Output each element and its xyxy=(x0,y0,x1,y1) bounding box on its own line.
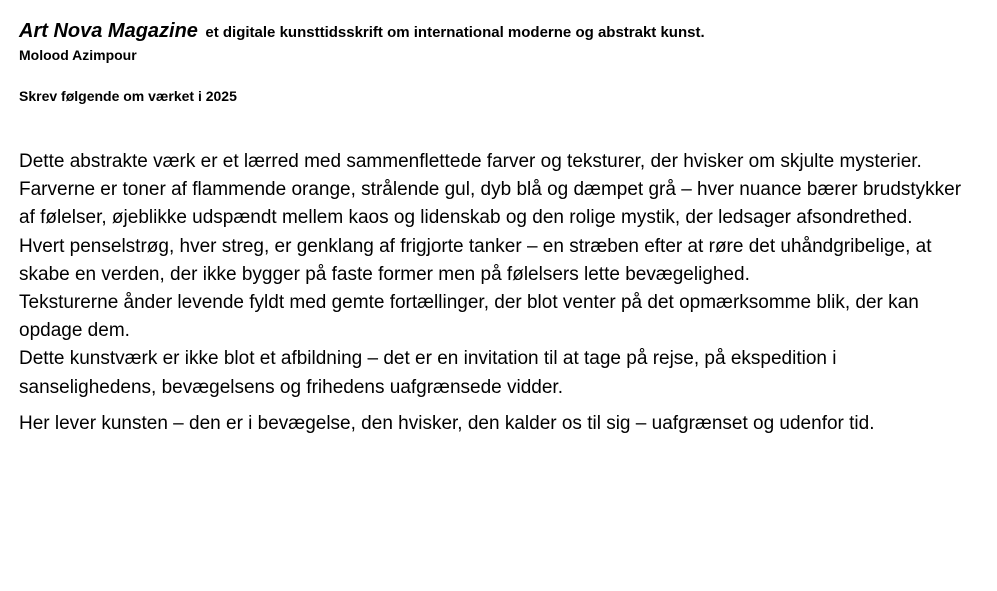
magazine-header xyxy=(19,18,979,46)
magazine-name: Art Nova Magazine xyxy=(19,20,198,42)
article xyxy=(19,18,979,438)
closing-line: Her lever kunsten – den er i bevægelse, den hvisker, den kalder os til sig – uafgrænset og udenfor tid. xyxy=(19,412,875,434)
body-paragraph: Hvert penselstrøg, hver streg, er genklang af frigjorte tanker – en stræben efter at røre det uhåndgribelige, at skabe en verden, der ikke bygger på faste former men på følelsers lette bevægelighed. xyxy=(19,235,932,285)
article-body xyxy=(19,148,979,402)
author-name: Molood Azimpour xyxy=(19,47,137,63)
body-paragraph: Farverne er toner af flammende orange, strålende gul, dyb blå og dæmpet grå – hver nuance bærer brudstykker af følelser, øjeblikke udspændt mellem kaos og lidenskab og den rolige mystik, der ledsager afsondrethed. xyxy=(19,179,962,229)
intro-line: Skrev følgende om værket i 2025 xyxy=(19,88,237,104)
body-paragraph: Dette abstrakte værk er et lærred med sammenflettede farver og teksturer, der hvisker om skjulte mysterier. xyxy=(19,151,922,172)
magazine-tagline: et digitale kunsttidsskrift om international moderne og abstrakt kunst. xyxy=(205,24,705,41)
body-paragraph: Dette kunstværk er ikke blot et afbildning – det er en invitation til at tage på rejse, på ekspedition i sanselighedens, bevægelsens og frihedens uafgrænsede vidder. xyxy=(19,348,837,398)
body-paragraph: Teksturerne ånder levende fyldt med gemte fortællinger, der blot venter på det opmærksomme blik, der kan opdage dem. xyxy=(19,292,919,342)
